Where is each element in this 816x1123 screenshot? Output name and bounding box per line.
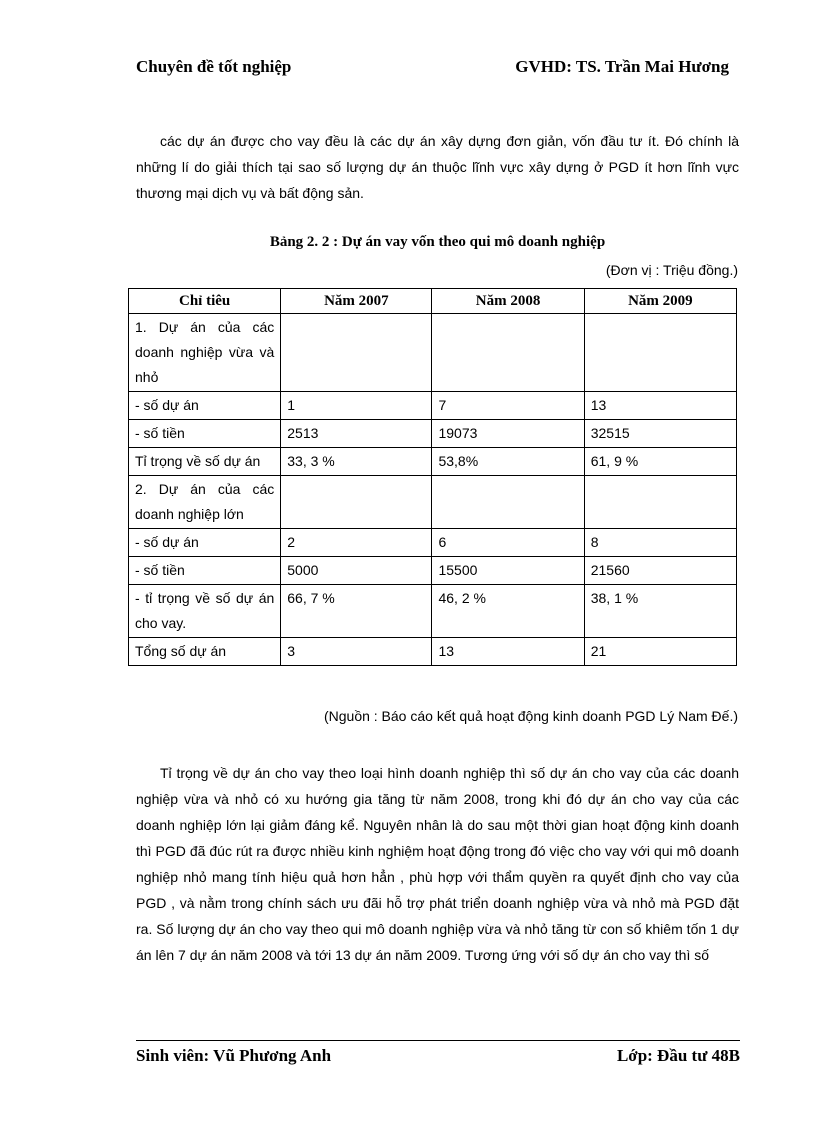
table-cell: 13 — [432, 638, 584, 666]
column-header: Chỉ tiêu — [129, 289, 281, 314]
page-header — [136, 57, 729, 81]
table-cell: 32515 — [584, 420, 736, 448]
page-footer — [136, 1046, 740, 1070]
column-header: Năm 2009 — [584, 289, 736, 314]
table-cell — [281, 476, 432, 529]
analysis-paragraph: Tỉ trọng về dự án cho vay theo loại hình doanh nghiệp thì số dự án cho vay của các doanh nghiệp vừa và nhỏ có xu hướng gia tăng từ năm 2008, trong khi đó dự án cho vay của các doanh nghiệp lớn lại giảm đáng kể. Nguyên nhân là do sau một thời gian hoạt động kinh doanh thì PGD đã đúc rút ra được nhiều kinh nghiệm hoạt động trong đó việc cho vay với qui mô doanh nghiệp nhỏ mang tính hiệu quả hơn hẳn , phù hợp với thẩm quyền ra quyết định cho vay của PGD , và nằm trong chính sách ưu đãi hỗ trợ phát triển doanh nghiệp vừa và nhỏ mà PGD đặt ra. Số lượng dự án cho vay theo qui mô doanh nghiệp vừa và nhỏ tăng từ con số khiêm tốn 1 dự án lên 7 dự án năm 2008 và tới 13 dự án năm 2009. Tương ứng với số dự án cho vay thì số — [136, 765, 739, 963]
intro-paragraph: các dự án được cho vay đều là các dự án xây dựng đơn giản, vốn đầu tư ít. Đó chính là những lí do giải thích tại sao số lượng dự án thuộc lĩnh vực xây dựng ở PGD ít hơn lĩnh vực thương mại dịch vụ và bất động sản. — [136, 133, 739, 201]
table-cell: - số tiền — [129, 420, 281, 448]
column-header: Năm 2008 — [432, 289, 584, 314]
table-cell: 2. Dự án của các doanh nghiệp lớn — [129, 476, 281, 529]
table-cell: 6 — [432, 529, 584, 557]
table-cell: 2 — [281, 529, 432, 557]
table-row — [129, 638, 737, 666]
table-row — [129, 529, 737, 557]
table-cell: Tỉ trọng về số dự án — [129, 448, 281, 476]
table-cell: 53,8% — [432, 448, 584, 476]
table-cell: 1 — [281, 392, 432, 420]
table-caption: Bảng 2. 2 : Dự án vay vốn theo qui mô doanh nghiệp — [269, 234, 606, 250]
table-row — [129, 476, 737, 529]
table-cell: 7 — [432, 392, 584, 420]
table-cell — [584, 476, 736, 529]
footer-divider — [136, 1040, 740, 1041]
table-cell: 38, 1 % — [584, 585, 736, 638]
header-advisor: GVHD: TS. Trần Mai Hương — [515, 57, 729, 76]
table-row — [129, 314, 737, 392]
table-cell: 61, 9 % — [584, 448, 736, 476]
footer-student: Sinh viên: Vũ Phương Anh — [136, 1046, 332, 1065]
table-row — [129, 392, 737, 420]
table-cell: 21560 — [584, 557, 736, 585]
table-row — [129, 448, 737, 476]
table-header-row — [129, 289, 737, 314]
table-row — [129, 557, 737, 585]
table-cell: 19073 — [432, 420, 584, 448]
table-cell: - số tiền — [129, 557, 281, 585]
table-cell: 1. Dự án của các doanh nghiệp vừa và nhỏ — [129, 314, 281, 392]
table-cell: 66, 7 % — [281, 585, 432, 638]
analysis-paragraph-block — [136, 760, 739, 968]
table-cell: 46, 2 % — [432, 585, 584, 638]
table-row — [129, 420, 737, 448]
column-header: Năm 2007 — [281, 289, 432, 314]
table-cell: - tỉ trọng về số dự án cho vay. — [129, 585, 281, 638]
table-cell: Tổng số dự án — [129, 638, 281, 666]
table-cell — [432, 476, 584, 529]
footer-class: Lớp: Đầu tư 48B — [616, 1046, 740, 1065]
table-cell — [432, 314, 584, 392]
table-cell: 3 — [281, 638, 432, 666]
table-row — [129, 585, 737, 638]
table-source: (Nguồn : Báo cáo kết quả hoạt động kinh doanh PGD Lý Nam Đế.) — [323, 708, 738, 724]
table-cell — [584, 314, 736, 392]
header-title: Chuyên đề tốt nghiệp — [136, 57, 292, 76]
table-cell: 2513 — [281, 420, 432, 448]
table-cell: 5000 — [281, 557, 432, 585]
loan-projects-table — [128, 288, 737, 666]
table-cell: 15500 — [432, 557, 584, 585]
intro-paragraph-block — [136, 128, 739, 206]
table-cell: 33, 3 % — [281, 448, 432, 476]
table-cell: 8 — [584, 529, 736, 557]
table-cell: - số dự án — [129, 392, 281, 420]
table-cell: 21 — [584, 638, 736, 666]
table-cell: 13 — [584, 392, 736, 420]
table-unit: (Đơn vị : Triệu đồng.) — [605, 262, 738, 278]
table-cell — [281, 314, 432, 392]
table-cell: - số dự án — [129, 529, 281, 557]
